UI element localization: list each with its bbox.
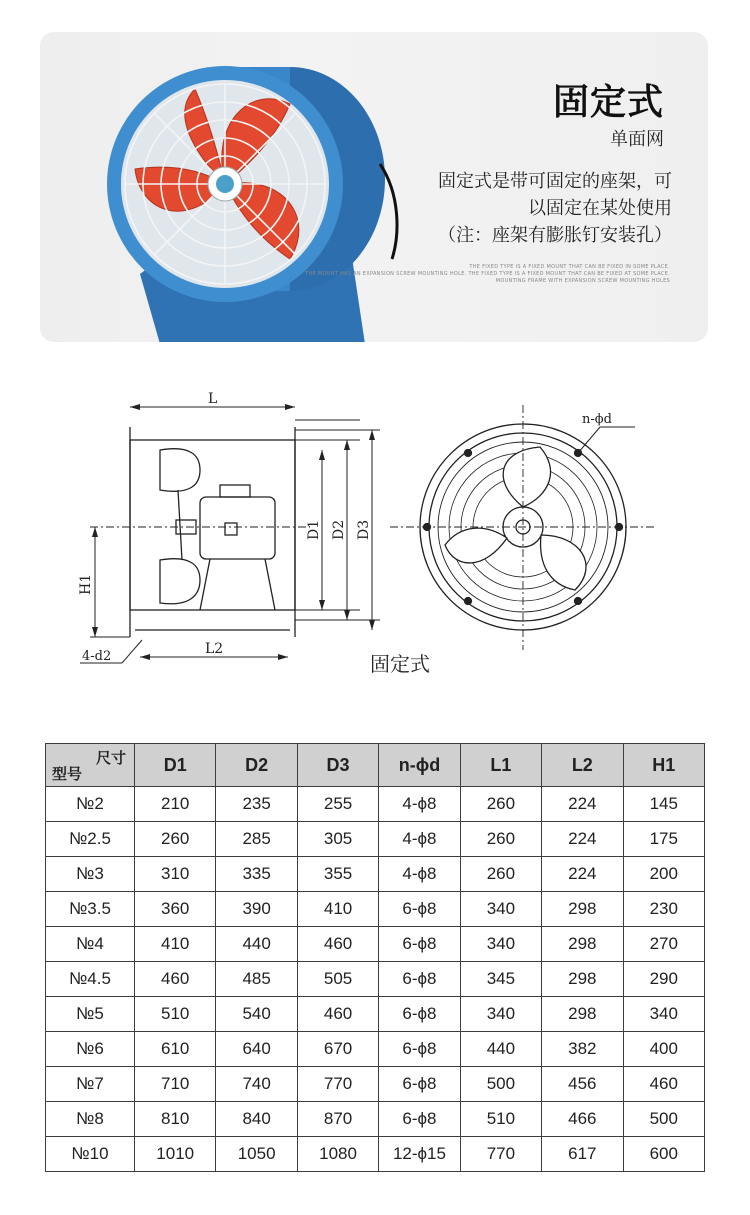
drawing-caption: 固定式	[370, 652, 430, 676]
model-cell: №5	[46, 997, 135, 1032]
table-cell: 6-ϕ8	[379, 962, 460, 997]
description-line: （注：座架有膨胀钉安装孔）	[438, 225, 672, 246]
table-cell: 600	[623, 1137, 704, 1172]
table-row	[46, 822, 705, 857]
dim-label-D2: D2	[331, 519, 347, 540]
table-cell: 500	[460, 1067, 541, 1102]
table-cell: 175	[623, 822, 704, 857]
table-row	[46, 1137, 705, 1172]
table-row	[46, 1032, 705, 1067]
table-cell: 335	[216, 857, 297, 892]
table-cell: 440	[216, 927, 297, 962]
table-cell: 260	[460, 822, 541, 857]
dim-label-4-d2: 4-d2	[82, 649, 112, 664]
front-view	[390, 405, 655, 650]
model-cell: №2	[46, 787, 135, 822]
table-cell: 6-ϕ8	[379, 892, 460, 927]
model-cell: №6	[46, 1032, 135, 1067]
table-cell: 510	[460, 1102, 541, 1137]
corner-label-size: 尺寸	[95, 750, 126, 767]
table-cell: 12-ϕ15	[379, 1137, 460, 1172]
corner-label-model: 型号	[52, 766, 83, 783]
table-cell: 6-ϕ8	[379, 1067, 460, 1102]
table-row	[46, 892, 705, 927]
table-cell: 230	[623, 892, 704, 927]
column-header: D1	[135, 744, 216, 787]
table-header-row	[46, 744, 705, 787]
product-card	[40, 32, 708, 342]
table-cell: 340	[460, 892, 541, 927]
table-cell: 4-ϕ8	[379, 787, 460, 822]
table-cell: 145	[623, 787, 704, 822]
table-cell: 290	[623, 962, 704, 997]
table-cell: 670	[297, 1032, 378, 1067]
table-cell: 298	[542, 962, 623, 997]
table-cell: 1080	[297, 1137, 378, 1172]
model-cell: №4	[46, 927, 135, 962]
table-row	[46, 997, 705, 1032]
table-cell: 298	[542, 892, 623, 927]
table-cell: 505	[297, 962, 378, 997]
table-cell: 285	[216, 822, 297, 857]
table-cell: 382	[542, 1032, 623, 1067]
table-cell: 298	[542, 997, 623, 1032]
table-cell: 270	[623, 927, 704, 962]
model-cell: №10	[46, 1137, 135, 1172]
table-cell: 410	[297, 892, 378, 927]
table-cell: 210	[135, 787, 216, 822]
model-cell: №8	[46, 1102, 135, 1137]
product-subtitle: 单面网	[610, 129, 664, 150]
table-cell: 770	[297, 1067, 378, 1102]
dim-label-D1: D1	[306, 519, 322, 540]
table-cell: 485	[216, 962, 297, 997]
table-cell: 200	[623, 857, 704, 892]
dim-label-D3: D3	[356, 519, 372, 540]
fine-print-line: THE MOUNT HAS AN EXPANSION SCREW MOUNTING HOLE. THE FIXED TYPE IS A FIXED MOUNT THAT CAN BE FIXED AT SOME PLACE.	[305, 271, 670, 277]
table-cell: 355	[297, 857, 378, 892]
table-body	[46, 787, 705, 1172]
table-cell: 610	[135, 1032, 216, 1067]
dim-label-n-phi-d: n-ϕd	[582, 412, 612, 427]
table-cell: 305	[297, 822, 378, 857]
product-title: 固定式	[552, 82, 664, 123]
table-cell: 390	[216, 892, 297, 927]
table-cell: 6-ϕ8	[379, 1102, 460, 1137]
column-header: L2	[542, 744, 623, 787]
fine-print	[305, 264, 670, 285]
description-line: 以固定在某处使用	[528, 198, 672, 219]
table-cell: 460	[623, 1067, 704, 1102]
table-cell: 340	[623, 997, 704, 1032]
table-cell: 260	[135, 822, 216, 857]
fan-product-image	[100, 44, 410, 342]
table-cell: 1050	[216, 1137, 297, 1172]
table-cell: 460	[297, 997, 378, 1032]
model-cell: №3	[46, 857, 135, 892]
table-cell: 640	[216, 1032, 297, 1067]
column-header: L1	[460, 744, 541, 787]
table-cell: 224	[542, 787, 623, 822]
table-cell: 6-ϕ8	[379, 927, 460, 962]
table-row	[46, 927, 705, 962]
table-cell: 310	[135, 857, 216, 892]
table-cell: 400	[623, 1032, 704, 1067]
table-cell: 510	[135, 997, 216, 1032]
technical-drawing	[60, 385, 710, 685]
column-header: H1	[623, 744, 704, 787]
column-header: n-ϕd	[379, 744, 460, 787]
table-row	[46, 787, 705, 822]
table-cell: 540	[216, 997, 297, 1032]
corner-header-cell	[46, 744, 135, 787]
table-cell: 224	[542, 857, 623, 892]
table-cell: 617	[542, 1137, 623, 1172]
table-cell: 360	[135, 892, 216, 927]
product-description	[438, 168, 672, 249]
table-cell: 740	[216, 1067, 297, 1102]
table-cell: 870	[297, 1102, 378, 1137]
table-cell: 345	[460, 962, 541, 997]
table-cell: 260	[460, 787, 541, 822]
fine-print-line: THE FIXED TYPE IS A FIXED MOUNT THAT CAN BE FIXED IN SOME PLACE.	[469, 264, 670, 270]
table-cell: 340	[460, 927, 541, 962]
table-cell: 466	[542, 1102, 623, 1137]
table-cell: 6-ϕ8	[379, 997, 460, 1032]
table-cell: 710	[135, 1067, 216, 1102]
table-cell: 460	[297, 927, 378, 962]
table-cell: 840	[216, 1102, 297, 1137]
table-cell: 4-ϕ8	[379, 822, 460, 857]
table-cell: 235	[216, 787, 297, 822]
model-cell: №2.5	[46, 822, 135, 857]
column-header: D3	[297, 744, 378, 787]
dim-label-L: L	[208, 391, 218, 407]
table-row	[46, 1067, 705, 1102]
dim-label-H1: H1	[78, 573, 94, 595]
table-cell: 810	[135, 1102, 216, 1137]
table-cell: 456	[542, 1067, 623, 1102]
table-cell: 770	[460, 1137, 541, 1172]
spec-table	[45, 743, 705, 1172]
table-cell: 340	[460, 997, 541, 1032]
table-row	[46, 1102, 705, 1137]
table-cell: 298	[542, 927, 623, 962]
column-header: D2	[216, 744, 297, 787]
fine-print-line: MOUNTING FRAME WITH EXPANSION SCREW MOUNTING HOLES	[495, 278, 670, 284]
description-line: 固定式是带可固定的座架，可	[438, 171, 672, 192]
table-cell: 440	[460, 1032, 541, 1067]
model-cell: №4.5	[46, 962, 135, 997]
model-cell: №7	[46, 1067, 135, 1102]
table-cell: 1010	[135, 1137, 216, 1172]
table-cell: 6-ϕ8	[379, 1032, 460, 1067]
table-cell: 260	[460, 857, 541, 892]
table-cell: 255	[297, 787, 378, 822]
table-row	[46, 962, 705, 997]
table-cell: 4-ϕ8	[379, 857, 460, 892]
table-cell: 460	[135, 962, 216, 997]
table-cell: 224	[542, 822, 623, 857]
dim-label-L2: L2	[205, 641, 224, 657]
model-cell: №3.5	[46, 892, 135, 927]
table-cell: 410	[135, 927, 216, 962]
table-cell: 500	[623, 1102, 704, 1137]
table-row	[46, 857, 705, 892]
